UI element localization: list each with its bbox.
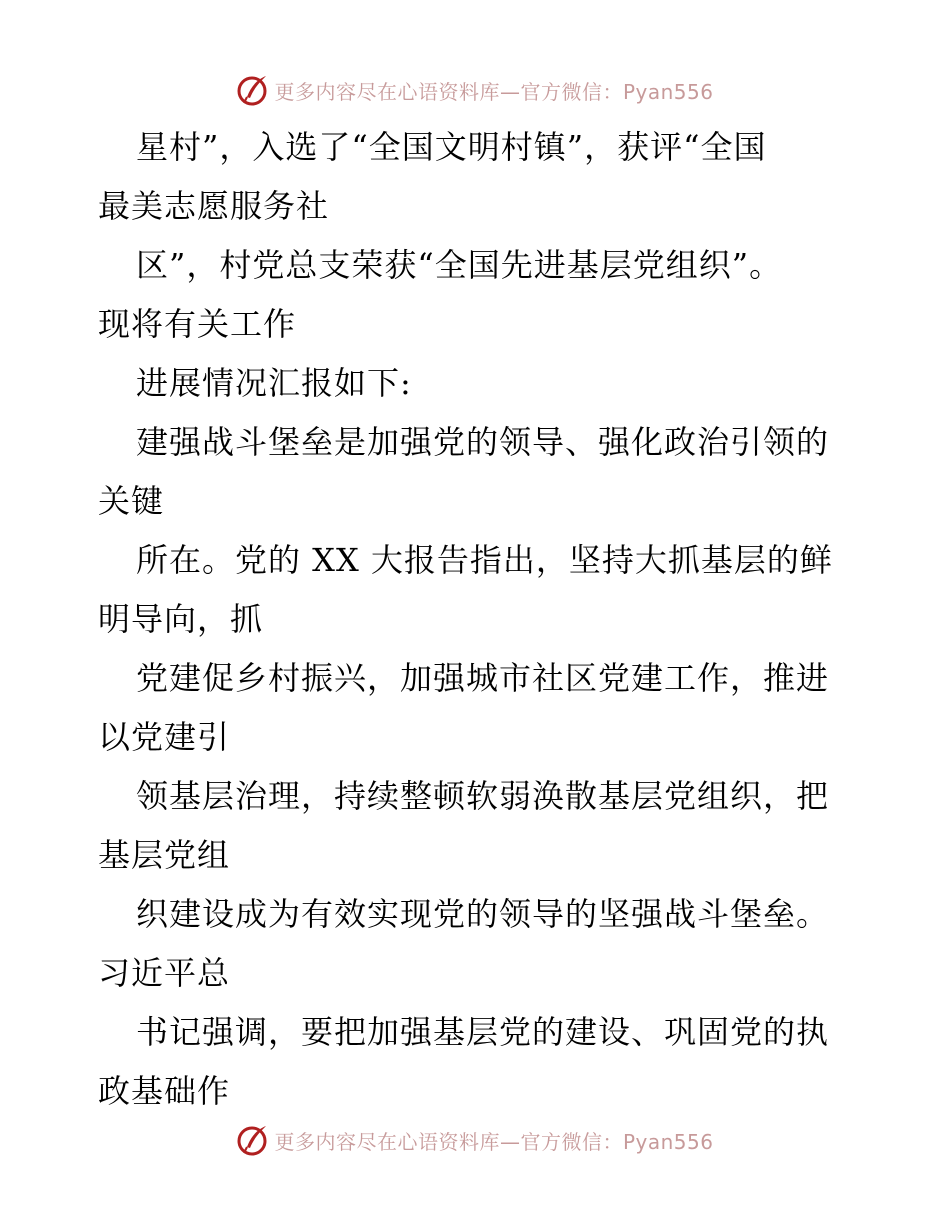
feather-pen-circle-icon	[236, 1123, 270, 1157]
text-line: 书记强调，要把加强基层党的建设、巩固党的执	[136, 1013, 830, 1051]
text-line: 现将有关工作	[98, 305, 297, 343]
header-watermark	[0, 70, 950, 110]
text-line: 最美志愿服务社	[98, 187, 330, 225]
watermark-text: 更多内容尽在心语资料库—官方微信：Pyan556	[274, 79, 714, 104]
footer-watermark	[0, 1120, 950, 1160]
text-line: 明导向，抓	[98, 600, 264, 638]
text-line: 政基础作	[98, 1072, 231, 1110]
document-body	[98, 118, 858, 1121]
feather-pen-circle-icon	[236, 73, 270, 107]
text-line: 建强战斗堡垒是加强党的领导、强化政治引领的	[136, 423, 830, 461]
text-line: 织建设成为有效实现党的领导的坚强战斗堡垒。	[136, 895, 830, 933]
text-line: 进展情况汇报如下:	[136, 364, 412, 402]
text-line: 党建促乡村振兴，加强城市社区党建工作，推进	[136, 659, 830, 697]
text-line: 以党建引	[98, 718, 231, 756]
text-line: 习近平总	[98, 954, 231, 992]
watermark-text: 更多内容尽在心语资料库—官方微信：Pyan556	[274, 1129, 714, 1154]
text-line: 所在。党的 XX 大报告指出，坚持大抓基层的鲜	[136, 541, 833, 579]
text-line: 星村”，入选了“全国文明村镇”，获评“全国	[136, 128, 767, 166]
text-line: 区”，村党总支荣获“全国先进基层党组织”。	[136, 246, 783, 284]
text-line: 关键	[98, 482, 165, 520]
text-line: 基层党组	[98, 836, 231, 874]
text-line: 领基层治理，持续整顿软弱涣散基层党组织，把	[136, 777, 830, 815]
